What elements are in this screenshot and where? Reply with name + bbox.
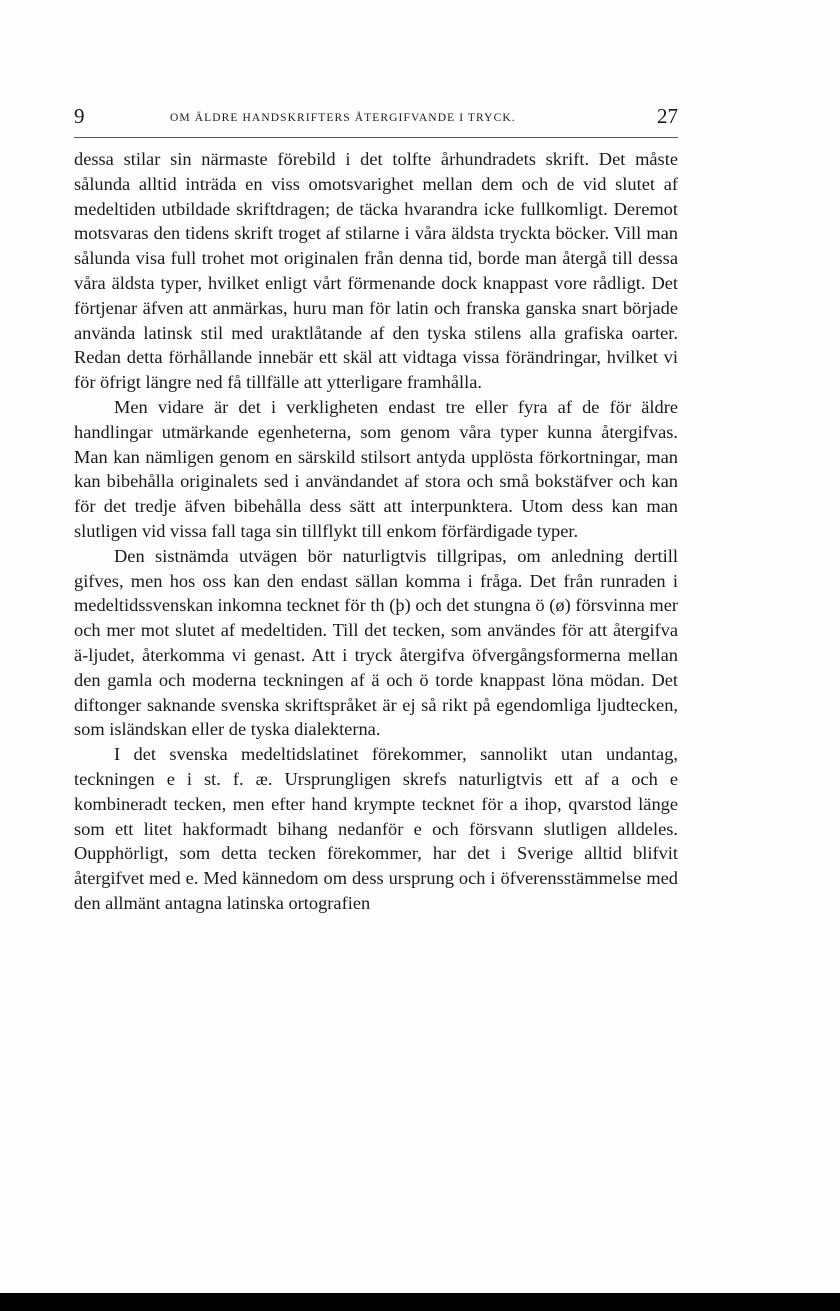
paragraph: Men vidare är det i verkligheten endast tre eller fyra af de för äldre handlingar utmärkande egenheterna, som genom våra typer kunna återgifvas. Man kan nämligen genom en särskild stilsort antyda upplösta förkortningar, man kan bibehålla originalets sed i användandet af stora och små bokstäfver och kan för det tredje äfven bibehålla dess sätt att interpunktera. Utom dess kan man slutligen vid vissa fall taga sin tillflykt till enkom förfärdigade typer. — [74, 396, 678, 541]
scan-edge-bar — [0, 1293, 840, 1311]
paragraph: dessa stilar sin närmaste förebild i det tolfte århundradets skrift. Det måste sålunda alltid inträda en viss omotsvarighet mellan dem och de vid slutet af medeltiden utbildade skriftdragen; de täcka hvarandra icke fullkomligt. Deremot motsvaras den tidens skrift troget af stilarne i våra äldsta tryckta böcker. Vill man sålunda visa full trohet mot originalen från denna tid, borde man återgå till dessa våra äldsta typer, hvilket enligt vårt förmenande dock knappast vore rådligt. Det förtjenar äfven att anmärkas, huru man för latin och franska ganska snart började använda latinsk stil med uraktlåtande af den tyska stilens alla grafiska oarter. Redan detta förhållande innebär ett skäl att vidtaga vissa förändringar, hvilket vi för öfrigt längre ned få tillfälle att ytterligare framhålla. — [74, 149, 678, 393]
signature-mark: 9 — [74, 104, 85, 128]
header-rule — [74, 137, 678, 138]
paragraph: Den sistnämda utvägen bör naturligtvis tillgripas, om anledning dertill gifves, men hos oss kan den endast sällan komma i fråga. Det från runraden i medeltidssvenskan inkomna tecknet för th (þ) och det stungna ö (ø) försvinna mer och mer mot slutet af medeltiden. Till det tecken, som användes för att återgifva ä-ljudet, återkomma vi genast. Att i tryck återgifva öfvergångsformerna mellan den gamla och moderna teckningen af ä och ö torde knappast löna mödan. Det diftonger saknande svenska skriftspråket är ej så rikt på egendomliga ljudtecken, som isländskan eller de tyska dialekterna. — [74, 545, 678, 740]
running-title: OM ÄLDRE HANDSKRIFTERS ÅTERGIFVANDE I TRYCK. — [170, 112, 516, 124]
paragraph: I det svenska medeltidslatinet förekommer, sannolikt utan undantag, teckningen e i st. f. æ. Ursprungligen skrefs naturligtvis ett af a och e kombineradt tecken, men efter hand krympte tecknet för a ihop, qvarstod länge som ett litet hakformadt bihang nedanför e och försvann slutligen alldeles. Oupphörligt, som detta tecken förekommer, har det i Sverige alltid blifvit återgifvet med e. Med kännedom om dess ursprung och i öfverensstämmelse med den allmänt antagna latinska ortografien — [74, 744, 678, 913]
page-number: 27 — [657, 104, 678, 128]
page-header — [74, 104, 678, 132]
body-text — [74, 147, 678, 916]
